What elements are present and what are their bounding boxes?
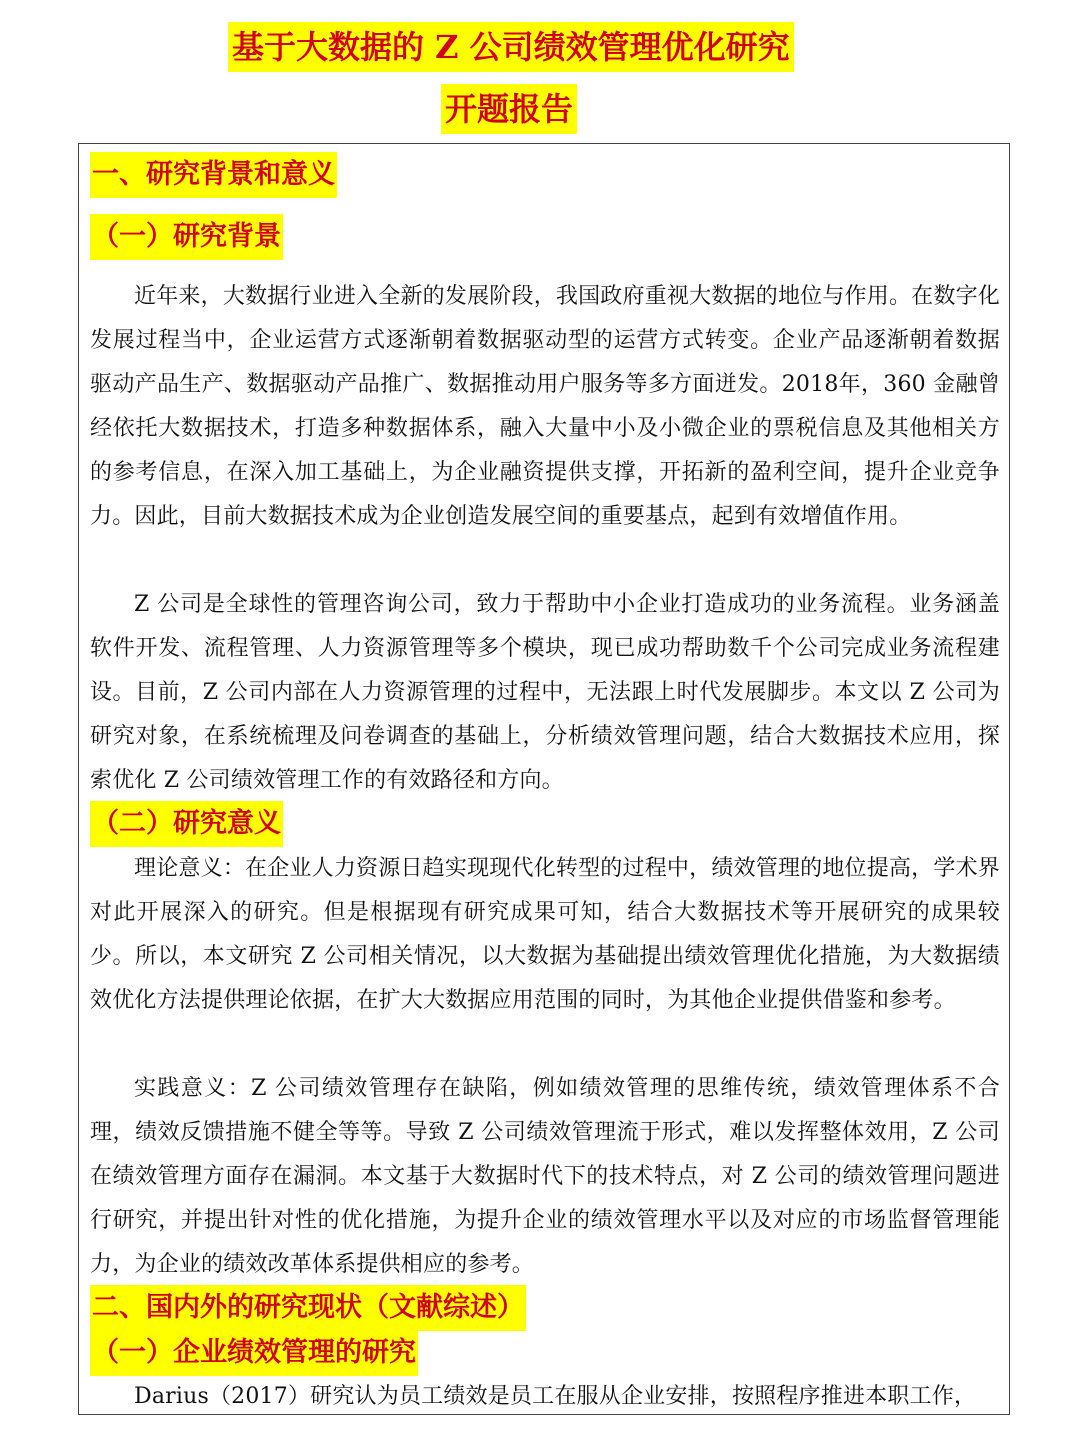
section-1-heading: 一、研究背景和意义 <box>90 152 337 198</box>
paragraph-practice-significance: 实践意义：Z 公司绩效管理存在缺陷，例如绩效管理的思维传统，绩效管理体系不合理，绩效反馈措施不健全等等。导致 Z 公司绩效管理流于形式，难以发挥整体效用，Z 公司在绩效管理方面存在漏洞。本文基于大数据时代下的技术特点，对 Z 公司的绩效管理问题进行研究，并提出针对性的优化措施，为提升企业的绩效管理水平以及对应的市场监督管理能力，为企业的绩效改革体系提供相应的参考。 <box>90 1076 1000 1277</box>
section-1-2-heading: （二）研究意义 <box>90 801 283 847</box>
section-1-1-heading: （一）研究背景 <box>90 214 283 260</box>
section-2-heading: 二、国内外的研究现状（文献综述） <box>90 1285 526 1331</box>
paragraph-background-1: 近年来，大数据行业进入全新的发展阶段，我国政府重视大数据的地位与作用。在数字化发展过程当中，企业运营方式逐渐朝着数据驱动型的运营方式转变。企业产品逐渐朝着数据驱动产品生产、数据驱动产品推广、数据推动用户服务等多方面迸发。2018年，360 金融曾经依托大数据技术，打造多种数据体系，融入大量中小及小微企业的票税信息及其他相关方的参考信息，在深入加工基础上，为企业融资提供支撑，开拓新的盈利空间，提升企业竞争力。因此，目前大数据技术成为企业创造发展空间的重要基点，起到有效增值作用。 <box>90 284 1000 529</box>
paragraph-background-2: Z 公司是全球性的管理咨询公司，致力于帮助中小企业打造成功的业务流程。业务涵盖软件开发、流程管理、人力资源管理等多个模块，现已成功帮助数千个公司完成业务流程建设。目前，Z 公司内部在人力资源管理的过程中，无法跟上时代发展脚步。本文以 Z 公司为研究对象，在系统梳理及问卷调查的基础上，分析绩效管理问题，结合大数据技术应用，探索优化 Z 公司绩效管理工作的有效路径和方向。 <box>90 592 1000 793</box>
document-title: 基于大数据的 Z 公司绩效管理优化研究 <box>228 22 794 72</box>
section-2-1-heading: （一）企业绩效管理的研究 <box>90 1330 418 1376</box>
paragraph-theory-significance: 理论意义：在企业人力资源日趋实现现代化转型的过程中，绩效管理的地位提高，学术界对此开展深入的研究。但是根据现有研究成果可知，结合大数据技术等开展研究的成果较少。所以，本文研究 Z 公司相关情况，以大数据为基础提出绩效管理优化措施，为大数据绩效优化方法提供理论依据，在扩大大数据应用范围的同时，为其他企业提供借鉴和参考。 <box>90 856 1000 1013</box>
document-subtitle: 开题报告 <box>441 84 577 134</box>
paragraph-literature-1: Darius（2017）研究认为员工绩效是员工在服从企业安排，按照程序推进本职工作， <box>134 1384 977 1409</box>
